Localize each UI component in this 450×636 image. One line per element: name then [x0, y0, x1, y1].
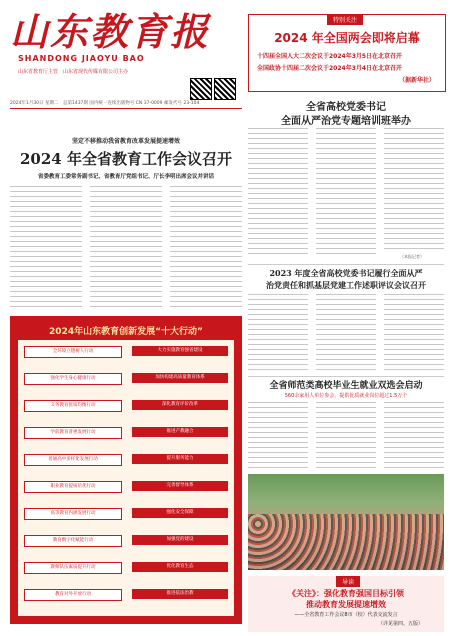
action-item: 职业教育提质培优行动	[24, 481, 122, 493]
lead-body-col	[90, 186, 162, 310]
action-item: 强化安全保障	[132, 508, 228, 518]
story3-body-col	[248, 294, 308, 370]
action-item: 加强党的建设	[132, 535, 228, 545]
action-item: 普通高中多样化发展行动	[24, 454, 122, 466]
job-fair-photo	[248, 474, 444, 570]
story2-body-col	[316, 128, 376, 258]
story4-body-col	[248, 402, 308, 470]
news-line: （据新华社）	[399, 77, 436, 84]
lead-body-col	[10, 186, 82, 310]
news-line: 十四届全国人大二次会议于2024年3月5日在北京召开	[257, 53, 403, 60]
action-item: 学前教育普惠发展行动	[24, 427, 122, 439]
story2-body-col	[248, 128, 308, 258]
story4-body-col	[316, 402, 376, 470]
guide-line3: ——全省教育工作会议8市（校）代表交流发言	[294, 612, 398, 618]
action-item: 优化教育生态	[132, 562, 228, 572]
action-item: 教育数字化赋能行动	[24, 535, 122, 547]
guide-line1[interactable]: 《关注》：强化教育强国目标引领	[288, 588, 404, 598]
lead-body-col	[170, 186, 242, 310]
story3-headline2: 治党责任和抓基层党建工作述职评议会议召开	[266, 280, 426, 290]
divider	[248, 376, 444, 377]
divider	[248, 264, 444, 265]
action-item: 强化学生身心健康行动	[24, 373, 122, 385]
ten-actions-infographic	[10, 316, 242, 624]
masthead-rule	[10, 108, 242, 109]
action-item: 推进产教融合	[132, 427, 228, 437]
action-item: 全环境立德树人行动	[24, 346, 122, 358]
story2-headline2: 全面从严治党专题培训班举办	[281, 116, 411, 127]
lead-headline: 2024 年全省教育工作会议召开	[20, 150, 232, 168]
action-item: 完善督导体系	[132, 481, 228, 491]
action-item: 义务教育优质均衡行动	[24, 400, 122, 412]
story2-headline: 全省高校党委书记	[306, 102, 386, 113]
story3-body-col	[384, 294, 444, 370]
action-item: 推进依法治教	[132, 589, 228, 599]
action-item: 大力实施教育强省建设	[132, 346, 228, 356]
qr-code-icon	[214, 78, 236, 100]
special-news-box	[248, 14, 446, 92]
action-item: 教师队伍素质提升行动	[24, 562, 122, 574]
story4-body-col	[384, 402, 444, 470]
guide-box	[248, 576, 444, 632]
story4-headline: 全省师范类高校毕业生就业双选会启动	[269, 381, 423, 391]
qr-code-icon	[190, 78, 212, 100]
masthead-pinyin: SHANDONG JIAOYU BAO	[18, 54, 145, 63]
action-item: 高等教育内涵发展行动	[24, 508, 122, 520]
action-item: 加快构建高质量教育体系	[132, 373, 228, 383]
infographic-body	[18, 340, 234, 616]
crowd-image	[248, 514, 444, 570]
masthead-logo: 山东教育报	[10, 9, 211, 54]
action-item: 提升服务能力	[132, 454, 228, 464]
story3-headline: 2023 年度全省高校党委书记履行全面从严	[269, 268, 423, 278]
lead-subhead: 省委教育工委常务副书记、省教育厅党组书记、厅长李明出席会议并讲话	[37, 174, 214, 180]
guide-label: 导读	[336, 576, 360, 587]
infographic-title: 2024年山东教育创新发展“十大行动”	[49, 327, 203, 337]
story3-body-col	[316, 294, 376, 370]
action-item: 教育对外开放行动	[24, 589, 122, 601]
guide-line4: （详见第四、五版）	[378, 621, 424, 627]
issue-line: 2024年1月30日 星期二 总第1437期 国内统一连续出版物号 CN 37-0009 邮发代号 23-104	[10, 101, 200, 106]
lead-kicker: 坚定不移推动我省教育改革发展提速增效	[71, 138, 180, 145]
action-item: 深化教育评价改革	[132, 400, 228, 410]
news-headline: 2024 年全国两会即将启幕	[274, 31, 420, 45]
masthead-sponsor: 山东省教育厅主管 山东省现代传媒有限公司主办	[18, 69, 129, 75]
news-line: 全国政协十四届二次会议于2024年3月4日在北京召开	[257, 65, 403, 72]
guide-line2[interactable]: 推动教育发展提速增效	[306, 599, 386, 609]
story2-body-col	[384, 128, 444, 252]
news-tag: 特别关注	[327, 14, 363, 25]
story4-subhead: 560余家用人单位参会，提供优质就业岗位超过1.5万个	[284, 393, 408, 399]
story2-source: （本报记者）	[400, 254, 424, 259]
